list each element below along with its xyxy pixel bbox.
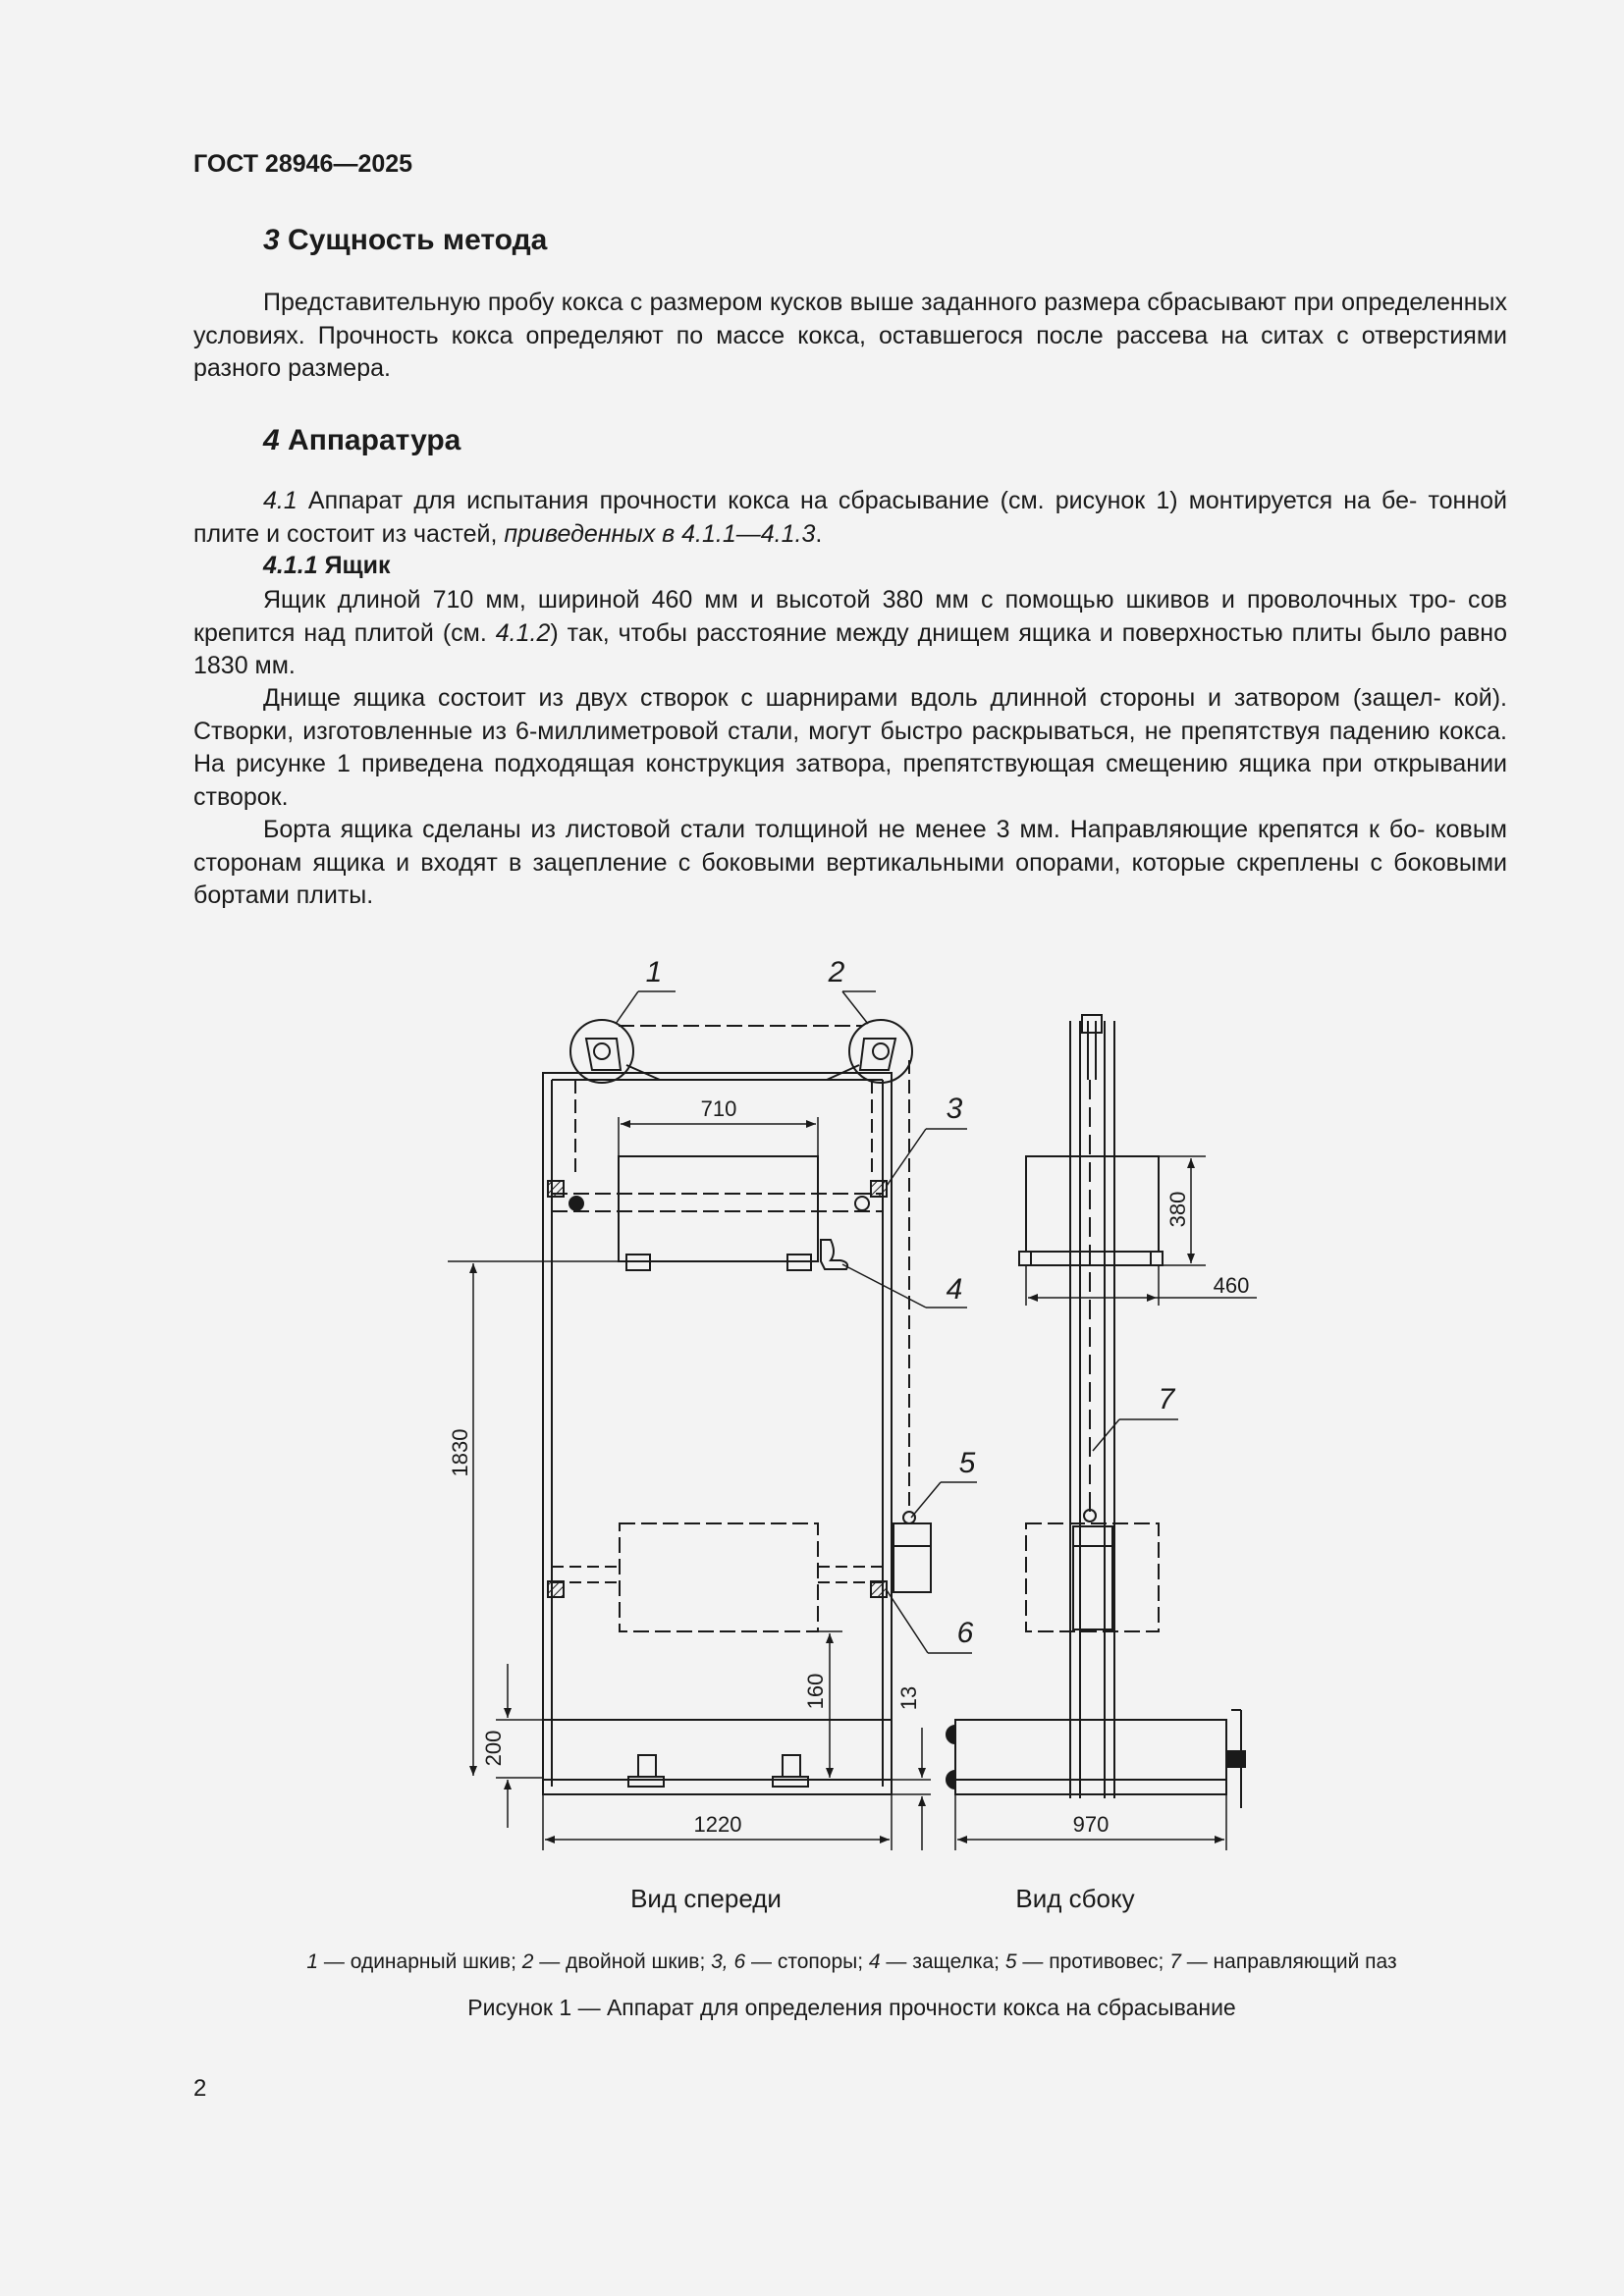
side-view xyxy=(947,1015,1245,1808)
box-paragraph-line-2a: сов крепится над плитой (см. xyxy=(193,586,1508,647)
page-number: 2 xyxy=(193,2075,207,2102)
callouts xyxy=(616,956,1178,1653)
callout-7: 7 xyxy=(1158,1383,1175,1415)
legend-num-3: 3, 6 xyxy=(711,1950,746,1973)
bottom-paragraph-line-1: Днище ящика состоит из двух створок с шарнирами вдоль длинной стороны и затвором (защел- xyxy=(263,684,1441,712)
legend-num-5: 5 xyxy=(1004,1950,1017,1973)
box-paragraph-line-2b: ) так, чтобы расстояние между днищем ящика и поверхностью плиты xyxy=(550,618,1363,647)
paragraph-box-sides xyxy=(193,814,1507,913)
callout-5: 5 xyxy=(958,1447,976,1479)
dim-box-length: 710 xyxy=(700,1096,737,1121)
legend-num-1: 1 xyxy=(306,1950,319,1973)
clause-4-1-1-heading xyxy=(263,552,391,580)
sides-paragraph-line-2: ковым сторонам ящика и входят в зацепление с боковыми вертикальными опорами, которые скреплены xyxy=(193,816,1507,877)
legend-text-2: — двойной шкив; xyxy=(533,1950,712,1973)
callout-4: 4 xyxy=(946,1273,963,1306)
section-3-heading xyxy=(263,224,547,257)
front-view xyxy=(543,1020,931,1794)
apparatus-drawing xyxy=(0,933,1624,1944)
box-lower-position xyxy=(620,1523,818,1631)
section-3-title: Сущность метода xyxy=(288,224,548,256)
dim-frame-width: 1220 xyxy=(693,1812,742,1837)
dimensions xyxy=(448,1096,1257,1850)
counterweight xyxy=(893,1523,931,1592)
clause-4-1-1-number: 4.1.1 xyxy=(263,552,318,579)
box-paragraph-reference: 4.1.2 xyxy=(495,618,551,647)
side-view-label: Вид сбоку xyxy=(1015,1884,1135,1913)
callout-1: 1 xyxy=(645,956,663,988)
paragraph-box-dimensions xyxy=(193,584,1507,683)
document-code: ГОСТ 28946—2025 xyxy=(193,150,413,178)
section-3-line-2: определенных условиях. Прочность кокса определяют по массе кокса, оставшегося после рассева на xyxy=(193,289,1507,349)
dim-box-height: 380 xyxy=(1165,1191,1190,1228)
legend-text-6: — направляющий паз xyxy=(1180,1950,1397,1973)
front-view-label: Вид спереди xyxy=(630,1884,782,1913)
section-3-line-1: Представительную пробу кокса с размером кусков выше заданного размера сбрасывают при xyxy=(263,289,1334,316)
bottom-paragraph-line-2: кой). Створки, изготовленные из 6-миллиметровой стали, могут быстро раскрываться, не препятствуя xyxy=(193,684,1507,745)
section-3-number: 3 xyxy=(263,224,280,256)
legend-num-2: 2 xyxy=(521,1950,534,1973)
box-paragraph-line-1: Ящик длиной 710 мм, шириной 460 мм и высотой 380 мм с помощью шкивов и проволочных тро- xyxy=(263,586,1456,614)
clause-4-1-number: 4.1 xyxy=(263,487,298,514)
callout-2: 2 xyxy=(828,956,845,988)
sides-paragraph-line-3: с боковыми бортами плиты. xyxy=(193,848,1508,909)
section-4-number: 4 xyxy=(263,424,280,456)
clause-4-1-1-title: Ящик xyxy=(324,552,391,579)
figure-legend xyxy=(0,1950,1624,1974)
paragraph-box-bottom xyxy=(193,682,1507,814)
callout-3: 3 xyxy=(946,1093,963,1125)
legend-text-5: — противовес; xyxy=(1016,1950,1170,1973)
box-upper-position xyxy=(619,1156,818,1261)
sides-paragraph-line-1: Борта ящика сделаны из листовой стали толщиной не менее 3 мм. Направляющие крепятся к бо- xyxy=(263,816,1426,843)
section-4-heading xyxy=(263,424,460,457)
box-paragraph-line-3: было равно 1830 мм. xyxy=(193,618,1507,679)
dim-160: 160 xyxy=(803,1673,828,1710)
bottom-paragraph-line-3: падению кокса. На рисунке 1 приведена подходящая конструкция затвора, препятствующая смещению xyxy=(193,717,1507,777)
dim-side-width: 970 xyxy=(1072,1812,1110,1837)
bottom-paragraph-line-4: ящика при открывании створок. xyxy=(193,750,1507,811)
legend-text-4: — защелка; xyxy=(880,1950,1005,1973)
callout-6: 6 xyxy=(956,1617,974,1649)
figure-caption: Рисунок 1 — Аппарат для определения прочности кокса на сбрасывание xyxy=(467,1995,1236,2020)
legend-text-1: — одинарный шкив; xyxy=(318,1950,522,1973)
paragraph-4-1 xyxy=(193,485,1507,551)
section-3-paragraph xyxy=(193,287,1507,386)
dim-box-width: 460 xyxy=(1213,1273,1250,1298)
dim-200: 200 xyxy=(481,1730,506,1767)
front-frame-outer xyxy=(543,1073,892,1794)
dim-13: 13 xyxy=(896,1685,921,1711)
legend-num-6: 7 xyxy=(1169,1950,1181,1973)
legend-num-4: 4 xyxy=(868,1950,881,1973)
legend-text-3: — стопоры; xyxy=(745,1950,869,1973)
dim-drop-height: 1830 xyxy=(448,1428,472,1477)
base-plate xyxy=(543,1720,892,1794)
section-3-line-3: ситах с отверстиями разного размера. xyxy=(193,321,1507,382)
paragraph-4-1-end: . xyxy=(815,519,823,548)
paragraph-4-1-text-1: Аппарат для испытания прочности кокса на сбрасывание (см. рисунок 1) монтируется на бе- xyxy=(307,487,1418,514)
paragraph-4-1-text-2: тонной плите и состоит из частей, xyxy=(193,487,1508,548)
section-4-title: Аппаратура xyxy=(288,424,461,456)
paragraph-4-1-reference: приведенных в 4.1.1—4.1.3 xyxy=(504,519,816,548)
